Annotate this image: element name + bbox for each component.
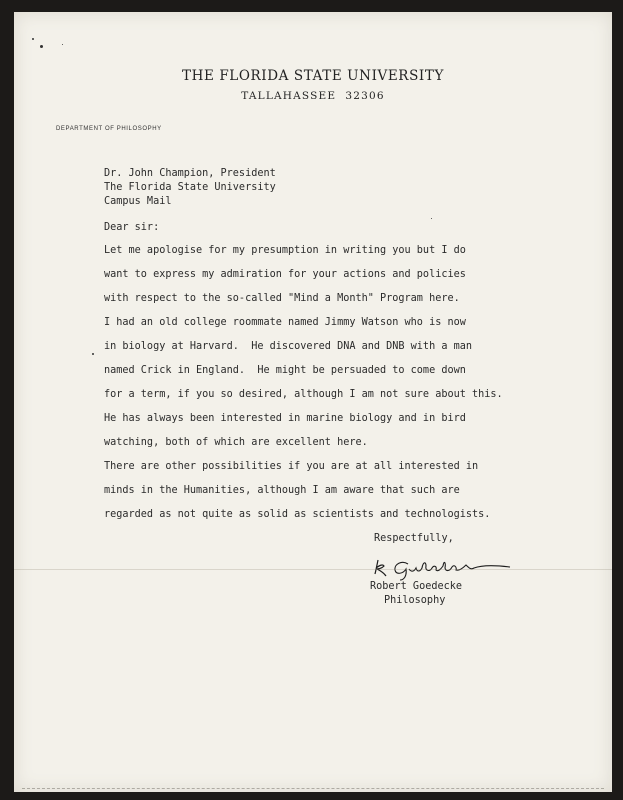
signer-title: Philosophy (384, 595, 446, 606)
letterhead-location (14, 90, 612, 102)
body-line: in biology at Harvard. He discovered DNA and DNB with a man (104, 341, 473, 352)
body-line: for a term, if you so desired, although I am not sure about this. (104, 389, 503, 400)
body-line: named Crick in England. He might be persuaded to come down (104, 365, 466, 376)
body-line: He has always been interested in marine biology and in bird (104, 413, 466, 424)
signer-name: Robert Goedecke (370, 581, 463, 592)
salutation: Dear sir: (104, 222, 160, 233)
paper-fold-line (14, 569, 612, 570)
letter-page (14, 12, 612, 792)
paper-edge-line (22, 788, 604, 790)
address-line: Campus Mail (104, 196, 172, 207)
city: TALLAHASSEE (241, 90, 337, 102)
address-line: The Florida State University (104, 182, 276, 193)
body-line: want to express my admiration for your actions and policies (104, 269, 466, 280)
body-line: minds in the Humanities, although I am aware that such are (104, 485, 460, 496)
body-line: There are other possibilities if you are at all interested in (104, 461, 479, 472)
address-line: Dr. John Champion, President (104, 168, 276, 179)
zip-code: 32306 (345, 90, 385, 102)
closing: Respectfully, (374, 533, 454, 544)
body-line: with respect to the so-called "Mind a Month" Program here. (104, 293, 460, 304)
body-line: regarded as not quite as solid as scientists and technologists. (104, 509, 491, 520)
body-line: I had an old college roommate named Jimmy Watson who is now (104, 317, 466, 328)
university-name: THE FLORIDA STATE UNIVERSITY (182, 68, 444, 84)
department-name: DEPARTMENT OF PHILOSOPHY (56, 126, 162, 132)
body-line: Let me apologise for my presumption in writing you but I do (104, 245, 466, 256)
body-line: watching, both of which are excellent here. (104, 437, 368, 448)
